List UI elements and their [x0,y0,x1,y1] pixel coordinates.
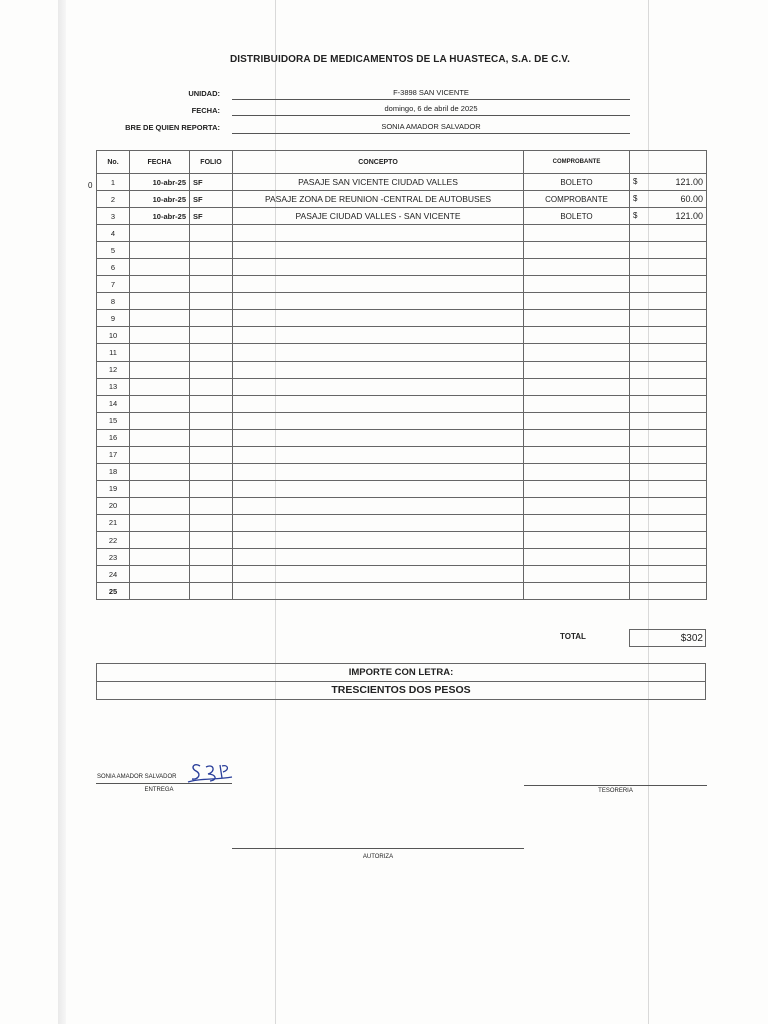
row-importe [630,242,707,259]
row-importe [630,412,707,429]
col-header-folio: FOLIO [190,151,233,174]
row-fecha [130,480,190,497]
row-comprobante [524,259,630,276]
row-fecha [130,463,190,480]
entrega-name: SONIA AMADOR SALVADOR [97,774,177,780]
row-number: 12 [97,361,130,378]
row-fecha: 10-abr-25 [130,191,190,208]
row-fecha [130,395,190,412]
row-concepto [233,361,524,378]
row-comprobante [524,361,630,378]
row-folio [190,446,233,463]
row-fecha [130,412,190,429]
row-importe [630,566,707,583]
row-fecha [130,497,190,514]
row-number: 17 [97,446,130,463]
total-value: $302 [629,629,706,647]
row-number: 1 [97,174,130,191]
row-number: 18 [97,463,130,480]
table-row [97,174,707,191]
row-concepto [233,429,524,446]
row-importe [630,463,707,480]
row-comprobante [524,310,630,327]
row-concepto [233,225,524,242]
row-folio [190,327,233,344]
row-folio: SF [190,174,233,191]
table-row [97,514,707,531]
company-title: DISTRIBUIDORA DE MEDICAMENTOS DE LA HUASTECA, S.A. DE C.V. [229,54,571,65]
row-currency: $ [633,177,638,187]
table-row [97,378,707,395]
row-concepto: PASAJE CIUDAD VALLES - SAN VICENTE [233,208,524,225]
row-fecha [130,310,190,327]
row-number: 4 [97,225,130,242]
row-concepto [233,378,524,395]
row-concepto [233,463,524,480]
table-row [97,412,707,429]
row-number: 3 [97,208,130,225]
row-fecha [130,446,190,463]
table-row [97,429,707,446]
table-row [97,344,707,361]
row-folio [190,583,233,600]
row-folio [190,463,233,480]
table-row [97,480,707,497]
row-comprobante [524,531,630,548]
row-concepto [233,531,524,548]
expense-table [96,150,707,600]
row-importe [630,378,707,395]
row-concepto [233,310,524,327]
row-concepto [233,395,524,412]
row-concepto [233,327,524,344]
row-importe [630,276,707,293]
col-header-concepto: CONCEPTO [233,151,524,174]
row-concepto [233,344,524,361]
row-comprobante [524,242,630,259]
table-row [97,463,707,480]
row-number: 20 [97,497,130,514]
row-amount: 121.00 [675,211,703,222]
autoriza-label: AUTORIZA [362,854,394,860]
row-comprobante [524,497,630,514]
row-importe [630,429,707,446]
row-fecha: 10-abr-25 [130,208,190,225]
row-importe [630,480,707,497]
unidad-label: UNIDAD: [188,89,220,98]
row-comprobante [524,293,630,310]
row-number: 8 [97,293,130,310]
row-comprobante [524,549,630,566]
row-number: 15 [97,412,130,429]
row-comprobante [524,395,630,412]
row-fecha [130,549,190,566]
row-folio [190,378,233,395]
row-comprobante: BOLETO [524,208,630,225]
row-folio [190,276,233,293]
row-folio [190,259,233,276]
row-folio [190,344,233,361]
row-importe [630,531,707,548]
reporta-value: SONIA AMADOR SALVADOR [232,122,630,134]
row-comprobante [524,583,630,600]
row-number: 9 [97,310,130,327]
row-importe [630,208,707,225]
row-importe [630,293,707,310]
row-fecha [130,378,190,395]
row-comprobante [524,225,630,242]
row-folio [190,480,233,497]
row-number: 13 [97,378,130,395]
row-folio [190,310,233,327]
row-importe [630,446,707,463]
row-folio [190,242,233,259]
row-fecha [130,361,190,378]
table-row [97,361,707,378]
table-row [97,293,707,310]
importe-letra-box [96,663,706,700]
row-folio [190,361,233,378]
row-comprobante [524,327,630,344]
row-concepto [233,583,524,600]
side-mark: 0 [88,181,93,190]
autoriza-line [232,848,524,849]
row-folio [190,514,233,531]
row-number: 5 [97,242,130,259]
row-fecha [130,583,190,600]
row-concepto [233,566,524,583]
row-number: 23 [97,549,130,566]
row-amount: 60.00 [680,194,703,205]
row-importe [630,497,707,514]
table-row [97,531,707,548]
row-number: 6 [97,259,130,276]
row-folio [190,549,233,566]
row-fecha [130,514,190,531]
table-row [97,497,707,514]
row-concepto [233,259,524,276]
table-row [97,259,707,276]
row-number: 11 [97,344,130,361]
row-concepto: PASAJE SAN VICENTE CIUDAD VALLES [233,174,524,191]
entrega-line [96,783,232,784]
row-number: 21 [97,514,130,531]
row-number: 10 [97,327,130,344]
row-importe [630,583,707,600]
entrega-label: ENTREGA [144,787,174,793]
row-amount: 121.00 [675,177,703,188]
scan-edge [58,0,66,1024]
row-comprobante [524,378,630,395]
row-fecha [130,566,190,583]
table-row [97,395,707,412]
row-comprobante [524,429,630,446]
col-header-importe [630,151,707,174]
row-importe [630,361,707,378]
row-number: 22 [97,531,130,548]
tesoreria-label: TESORERIA [598,788,633,794]
table-row [97,191,707,208]
total-label: TOTAL [560,632,586,641]
row-comprobante [524,344,630,361]
row-fecha [130,225,190,242]
row-importe [630,395,707,412]
row-fecha [130,429,190,446]
row-folio [190,497,233,514]
table-row [97,583,707,600]
row-fecha [130,242,190,259]
table-row [97,327,707,344]
row-fecha [130,327,190,344]
table-row [97,242,707,259]
tesoreria-line [524,785,707,786]
row-folio [190,566,233,583]
fecha-label: FECHA: [191,106,220,115]
row-concepto [233,293,524,310]
table-row [97,208,707,225]
importe-letra-value: TRESCIENTOS DOS PESOS [331,684,471,696]
row-concepto [233,480,524,497]
table-row [97,446,707,463]
row-concepto [233,497,524,514]
importe-letra-label: IMPORTE CON LETRA: [97,664,705,682]
unidad-value: F-3898 SAN VICENTE [232,88,630,100]
row-concepto [233,412,524,429]
row-concepto [233,514,524,531]
table-row [97,566,707,583]
row-number: 14 [97,395,130,412]
row-concepto [233,446,524,463]
col-header-fecha: FECHA [130,151,190,174]
row-number: 25 [97,583,130,600]
row-comprobante: BOLETO [524,174,630,191]
row-folio: SF [190,191,233,208]
row-comprobante [524,412,630,429]
col-header-no: No. [97,151,130,174]
row-importe [630,549,707,566]
row-number: 24 [97,566,130,583]
row-number: 7 [97,276,130,293]
row-comprobante [524,480,630,497]
row-number: 2 [97,191,130,208]
row-comprobante [524,446,630,463]
row-comprobante [524,566,630,583]
row-fecha [130,344,190,361]
row-concepto [233,242,524,259]
row-folio [190,412,233,429]
row-folio [190,429,233,446]
row-concepto [233,276,524,293]
row-folio [190,293,233,310]
row-comprobante [524,276,630,293]
row-fecha [130,531,190,548]
reporta-label: BRE DE QUIEN REPORTA: [125,123,220,132]
row-fecha [130,293,190,310]
row-folio [190,531,233,548]
row-folio [190,225,233,242]
row-number: 16 [97,429,130,446]
row-comprobante [524,463,630,480]
row-comprobante [524,514,630,531]
row-concepto: PASAJE ZONA DE REUNION -CENTRAL DE AUTOBUSES [233,191,524,208]
table-row [97,310,707,327]
row-importe [630,259,707,276]
row-importe [630,327,707,344]
row-currency: $ [633,211,638,221]
row-fecha [130,276,190,293]
table-row [97,276,707,293]
row-currency: $ [633,194,638,204]
row-fecha [130,259,190,276]
row-importe [630,225,707,242]
row-folio: SF [190,208,233,225]
row-concepto [233,549,524,566]
row-number: 19 [97,480,130,497]
row-importe [630,174,707,191]
table-row [97,549,707,566]
row-importe [630,344,707,361]
row-importe [630,191,707,208]
row-importe [630,514,707,531]
row-importe [630,310,707,327]
row-fecha: 10-abr-25 [130,174,190,191]
col-header-comprobante: COMPROBANTE [524,151,630,174]
table-header-row [97,151,707,174]
table-row [97,225,707,242]
row-comprobante: COMPROBANTE [524,191,630,208]
fecha-value: domingo, 6 de abril de 2025 [232,104,630,116]
row-folio [190,395,233,412]
